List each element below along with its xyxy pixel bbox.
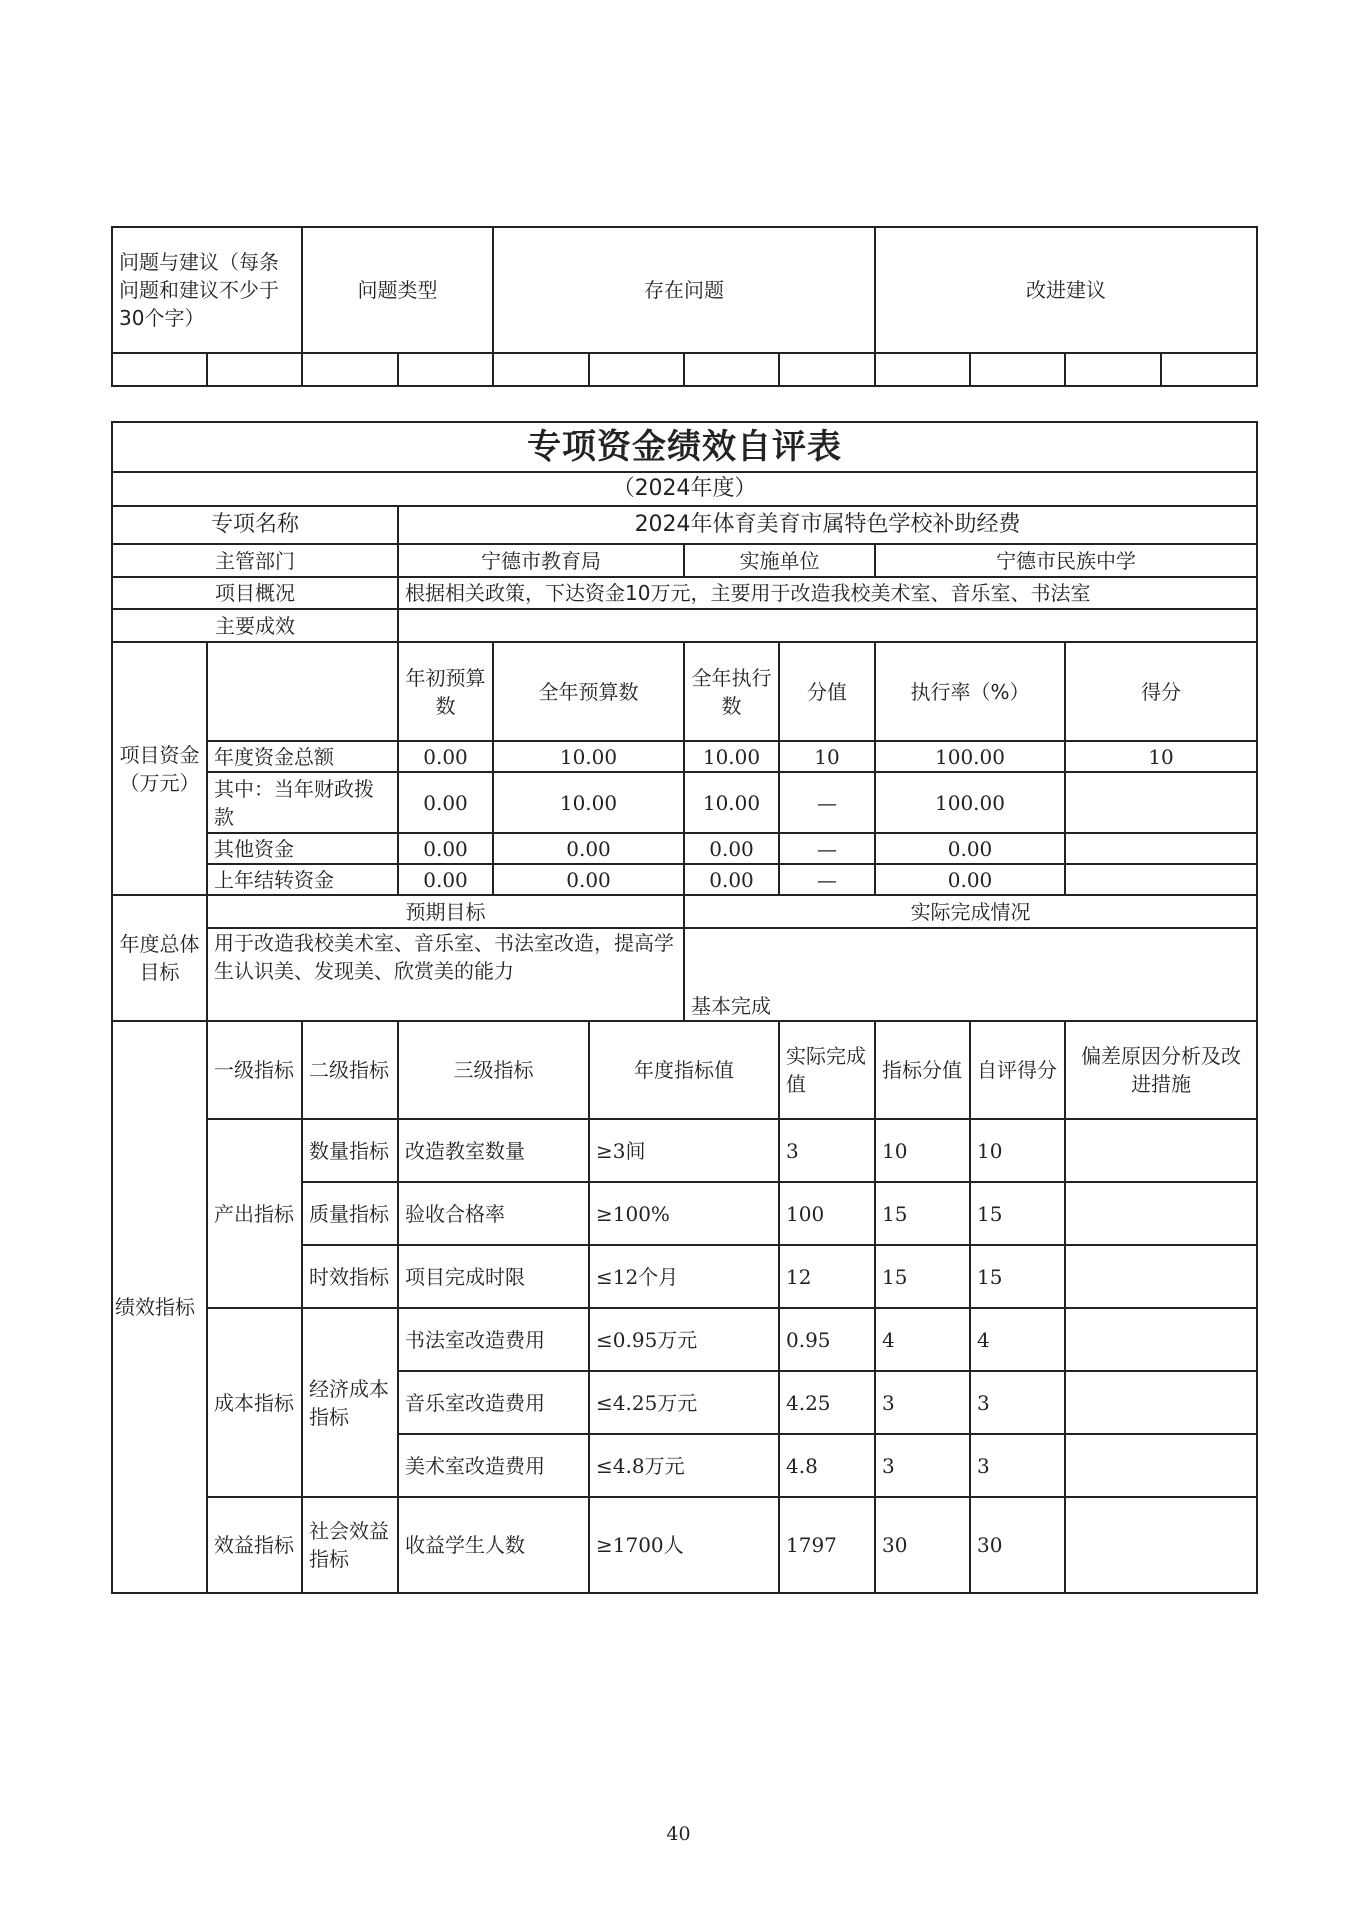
header-level1: 一级指标 <box>207 1021 302 1119</box>
header-level2: 二级指标 <box>302 1021 398 1119</box>
funds-executed: 10.00 <box>684 741 779 772</box>
blank-cell[interactable] <box>398 353 493 386</box>
funds-header-score: 得分 <box>1065 642 1257 741</box>
overview-label: 项目概况 <box>112 577 398 609</box>
funds-header-annual: 全年预算数 <box>493 642 684 741</box>
funds-header-score-value: 分值 <box>779 642 875 741</box>
department-value: 宁德市教育局 <box>398 544 684 577</box>
funds-rate: 100.00 <box>875 772 1065 833</box>
funds-header-row <box>112 642 1257 741</box>
funds-header-blank <box>207 642 398 741</box>
funds-row <box>112 864 1257 895</box>
goals-actual-label: 实际完成情况 <box>684 895 1257 928</box>
level2-label: 质量指标 <box>302 1182 398 1245</box>
blank-cell[interactable] <box>207 353 302 386</box>
goals-header-row <box>112 895 1257 928</box>
project-name-label: 专项名称 <box>112 506 398 544</box>
weight-value: 15 <box>875 1182 970 1245</box>
header-analysis: 偏差原因分析及改进措施 <box>1065 1021 1257 1119</box>
funds-row <box>112 741 1257 772</box>
self-score-value: 10 <box>970 1119 1065 1182</box>
actual-value: 100 <box>779 1182 875 1245</box>
funds-annual: 0.00 <box>493 864 684 895</box>
self-score-value: 15 <box>970 1245 1065 1308</box>
analysis-value <box>1065 1434 1257 1497</box>
indicators-section-label: 绩效指标 <box>112 1021 207 1593</box>
blank-cell[interactable] <box>684 353 779 386</box>
weight-value: 15 <box>875 1245 970 1308</box>
indicator-row <box>112 1497 1257 1593</box>
goals-expected-label: 预期目标 <box>207 895 684 928</box>
level3-label: 改造教室数量 <box>398 1119 589 1182</box>
blank-cell[interactable] <box>302 353 398 386</box>
funds-row-label: 其中：当年财政拨款 <box>207 772 398 833</box>
self-score-value: 3 <box>970 1371 1065 1434</box>
funds-annual: 0.00 <box>493 833 684 864</box>
weight-value: 4 <box>875 1308 970 1371</box>
column-improvement-suggestions: 改进建议 <box>875 227 1257 353</box>
issues-blank-row <box>112 353 1257 386</box>
self-score-value: 4 <box>970 1308 1065 1371</box>
level1-label: 产出指标 <box>207 1119 302 1308</box>
actual-value: 4.25 <box>779 1371 875 1434</box>
funds-score-value: — <box>779 864 875 895</box>
funds-initial: 0.00 <box>398 741 493 772</box>
indicators-header-row <box>112 1021 1257 1119</box>
header-actual: 实际完成值 <box>779 1021 875 1119</box>
header-target: 年度指标值 <box>589 1021 779 1119</box>
issues-suggestions-table <box>111 226 1258 387</box>
funds-header-rate: 执行率（%） <box>875 642 1065 741</box>
funds-executed: 10.00 <box>684 772 779 833</box>
target-value: ≤4.25万元 <box>589 1371 779 1434</box>
analysis-value <box>1065 1245 1257 1308</box>
funds-score-value: — <box>779 833 875 864</box>
form-year: （2024年度） <box>112 472 1257 506</box>
blank-cell[interactable] <box>493 353 589 386</box>
weight-value: 10 <box>875 1119 970 1182</box>
funds-rate: 100.00 <box>875 741 1065 772</box>
analysis-value <box>1065 1497 1257 1593</box>
level1-label: 成本指标 <box>207 1308 302 1497</box>
issues-header-row <box>112 227 1257 353</box>
funds-header-initial: 年初预算数 <box>398 642 493 741</box>
weight-value: 30 <box>875 1497 970 1593</box>
level3-label: 收益学生人数 <box>398 1497 589 1593</box>
project-name-value: 2024年体育美育市属特色学校补助经费 <box>398 506 1257 544</box>
analysis-value <box>1065 1182 1257 1245</box>
analysis-value <box>1065 1308 1257 1371</box>
level2-label: 社会效益指标 <box>302 1497 398 1593</box>
issues-label: 问题与建议（每条问题和建议不少于30个字） <box>112 227 302 353</box>
level3-label: 书法室改造费用 <box>398 1308 589 1371</box>
implementer-label: 实施单位 <box>684 544 875 577</box>
level1-label: 效益指标 <box>207 1497 302 1593</box>
level2-label: 数量指标 <box>302 1119 398 1182</box>
performance-self-evaluation-form <box>111 421 1258 1594</box>
target-value: ≥100% <box>589 1182 779 1245</box>
funds-header-executed: 全年执行数 <box>684 642 779 741</box>
funds-rate: 0.00 <box>875 833 1065 864</box>
goals-actual: 基本完成 <box>684 928 1257 1021</box>
actual-value: 1797 <box>779 1497 875 1593</box>
target-value: ≥1700人 <box>589 1497 779 1593</box>
goals-content-row <box>112 928 1257 1021</box>
funds-score: 10 <box>1065 741 1257 772</box>
blank-cell[interactable] <box>779 353 875 386</box>
target-value: ≤12个月 <box>589 1245 779 1308</box>
indicator-row <box>112 1119 1257 1182</box>
overview-value: 根据相关政策，下达资金10万元，主要用于改造我校美术室、音乐室、书法室 <box>398 577 1257 609</box>
blank-cell[interactable] <box>970 353 1065 386</box>
level3-label: 美术室改造费用 <box>398 1434 589 1497</box>
self-score-value: 15 <box>970 1182 1065 1245</box>
goals-section-label: 年度总体目标 <box>112 895 207 1021</box>
funds-score-value: 10 <box>779 741 875 772</box>
actual-value: 3 <box>779 1119 875 1182</box>
self-score-value: 30 <box>970 1497 1065 1593</box>
funds-initial: 0.00 <box>398 772 493 833</box>
effects-value <box>398 609 1257 642</box>
funds-rate: 0.00 <box>875 864 1065 895</box>
form-title: 专项资金绩效自评表 <box>112 422 1257 472</box>
analysis-value <box>1065 1119 1257 1182</box>
funds-annual: 10.00 <box>493 772 684 833</box>
department-label: 主管部门 <box>112 544 398 577</box>
target-value: ≤4.8万元 <box>589 1434 779 1497</box>
page-number: 40 <box>666 1823 691 1845</box>
analysis-value <box>1065 1371 1257 1434</box>
header-level3: 三级指标 <box>398 1021 589 1119</box>
actual-value: 0.95 <box>779 1308 875 1371</box>
funds-row <box>112 833 1257 864</box>
funds-executed: 0.00 <box>684 864 779 895</box>
level2-label: 经济成本指标 <box>302 1308 398 1497</box>
funds-initial: 0.00 <box>398 864 493 895</box>
actual-value: 12 <box>779 1245 875 1308</box>
funds-row-label: 其他资金 <box>207 833 398 864</box>
funds-annual: 10.00 <box>493 741 684 772</box>
column-issue-type: 问题类型 <box>302 227 493 353</box>
weight-value: 3 <box>875 1434 970 1497</box>
blank-cell[interactable] <box>589 353 684 386</box>
funds-score <box>1065 772 1257 833</box>
level3-label: 项目完成时限 <box>398 1245 589 1308</box>
funds-row-label: 年度资金总额 <box>207 741 398 772</box>
target-value: ≥3间 <box>589 1119 779 1182</box>
weight-value: 3 <box>875 1371 970 1434</box>
header-weight: 指标分值 <box>875 1021 970 1119</box>
goals-expected: 用于改造我校美术室、音乐室、书法室改造，提高学生认识美、发现美、欣赏美的能力 <box>207 928 684 1021</box>
target-value: ≤0.95万元 <box>589 1308 779 1371</box>
blank-cell[interactable] <box>1065 353 1161 386</box>
funds-score-value: — <box>779 772 875 833</box>
funds-initial: 0.00 <box>398 833 493 864</box>
column-existing-issues: 存在问题 <box>493 227 875 353</box>
level3-label: 音乐室改造费用 <box>398 1371 589 1434</box>
level2-label: 时效指标 <box>302 1245 398 1308</box>
blank-cell[interactable] <box>875 353 970 386</box>
funds-row <box>112 772 1257 833</box>
indicator-row <box>112 1308 1257 1371</box>
blank-cell[interactable] <box>112 353 207 386</box>
effects-label: 主要成效 <box>112 609 398 642</box>
funds-executed: 0.00 <box>684 833 779 864</box>
self-score-value: 3 <box>970 1434 1065 1497</box>
header-self-score: 自评得分 <box>970 1021 1065 1119</box>
funds-score <box>1065 864 1257 895</box>
implementer-value: 宁德市民族中学 <box>875 544 1257 577</box>
funds-row-label: 上年结转资金 <box>207 864 398 895</box>
blank-cell[interactable] <box>1161 353 1257 386</box>
actual-value: 4.8 <box>779 1434 875 1497</box>
funds-section-label: 项目资金（万元） <box>112 642 207 895</box>
level3-label: 验收合格率 <box>398 1182 589 1245</box>
funds-score <box>1065 833 1257 864</box>
